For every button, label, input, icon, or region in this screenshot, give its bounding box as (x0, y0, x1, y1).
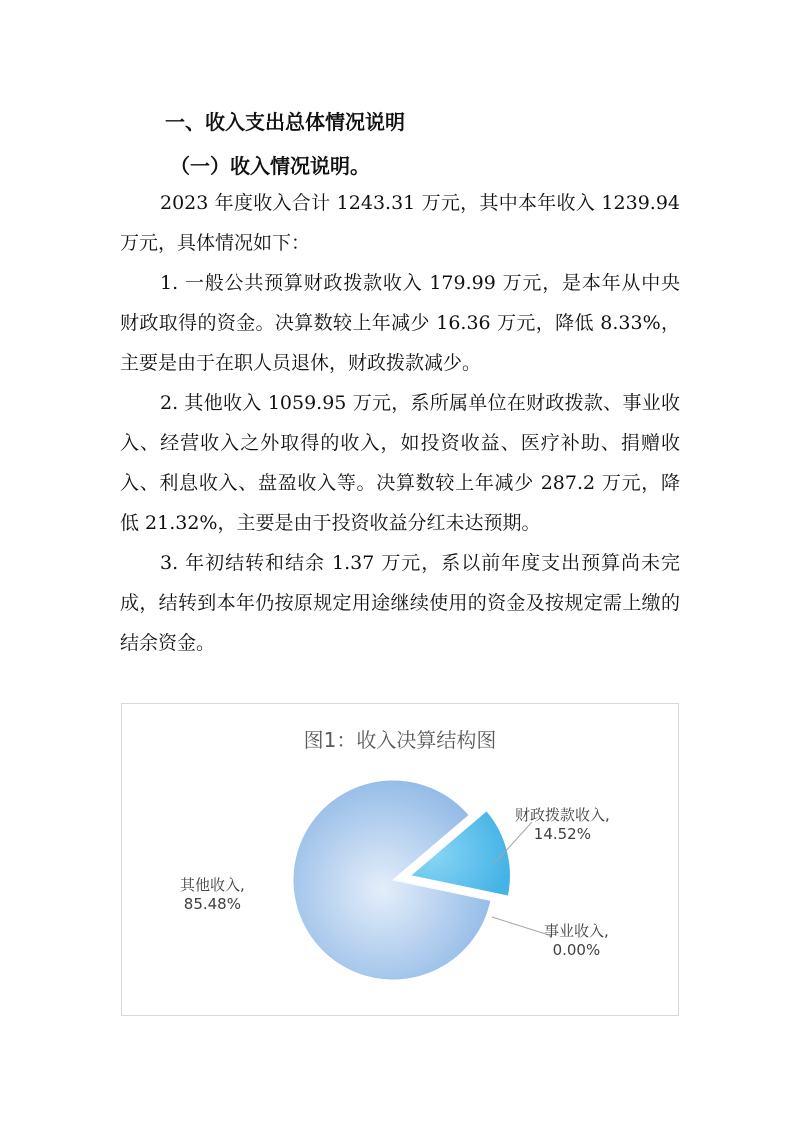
label-fiscal-appropriation-name: 财政拨款收入, (515, 806, 610, 824)
label-other-income-name: 其他收入, (180, 876, 245, 894)
paragraph-total-income: 2023 年度收入合计 1243.31 万元，其中本年收入 1239.94 万元，具体情况如下： (120, 192, 680, 254)
label-business-income (544, 922, 609, 960)
label-other-income (180, 876, 245, 914)
subsection-heading: （一）收入情况说明。 (170, 154, 370, 178)
label-fiscal-appropriation-pct: 14.52% (533, 825, 591, 843)
label-fiscal-appropriation (515, 806, 610, 844)
chart-title: 图1：收入决算结构图 (303, 728, 497, 752)
label-business-income-name: 事业收入, (544, 922, 609, 940)
paragraph-other-income: 2. 其他收入 1059.95 万元，系所属单位在财政拨款、事业收入、经营收入之外取得的收入，如投资收益、医疗补助、捐赠收入、利息收入、盘盈收入等。决算数较上年减少 287.2 万元，降低 21.32%，主要是由于投资收益分红未达预期。 (120, 392, 680, 534)
section-heading: 一、收入支出总体情况说明 (165, 110, 405, 134)
income-structure-figure (121, 703, 679, 1016)
leader-line-business-income (492, 917, 552, 936)
label-other-income-pct: 85.48% (183, 895, 241, 913)
paragraph-carryover: 3. 年初结转和结余 1.37 万元，系以前年度支出预算尚未完成，结转到本年仍按原规定用途继续使用的资金及按规定需上缴的结余资金。 (120, 552, 680, 654)
label-business-income-pct: 0.00% (552, 941, 601, 959)
paragraph-fiscal-appropriation: 1. 一般公共预算财政拨款收入 179.99 万元，是本年从中央财政取得的资金。决算数较上年减少 16.36 万元，降低 8.33%，主要是由于在职人员退休，财政拨款减少。 (120, 272, 680, 374)
pie-chart (122, 704, 678, 1015)
